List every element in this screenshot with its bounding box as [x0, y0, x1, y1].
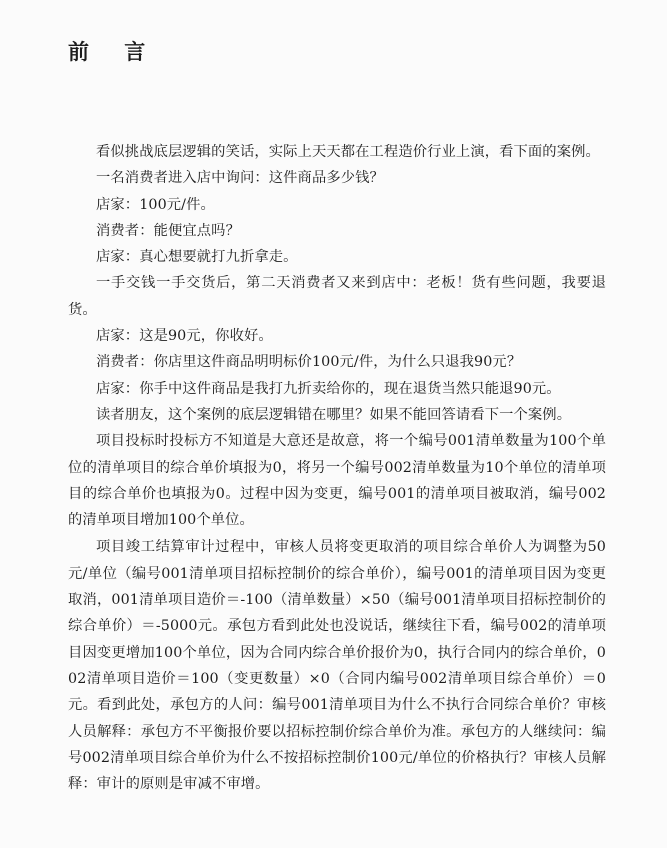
- page-title: 前 言: [68, 40, 160, 64]
- paragraph-case-bidding: 项目投标时投标方不知道是大意还是故意，将一个编号001清单数量为100个单位的清单项目的综合单价填报为0，将另一个编号002清单数量为10个单位的清单项目的综合单价也填报为0。过程中因为变更，编号001的清单项目被取消，编号002的清单项目增加100个单位。: [68, 433, 606, 529]
- paragraph-dialogue-4: 店家：真心想要就打九折拿走。: [96, 249, 298, 266]
- paragraph-question: 读者朋友，这个案例的底层逻辑错在哪里？如果不能回答请看下一个案例。: [96, 406, 572, 423]
- paragraph-intro: 看似挑战底层逻辑的笑话，实际上天天都在工程造价行业上演，看下面的案例。: [96, 144, 600, 160]
- paragraph-dialogue-2: 店家：100元/件。: [96, 196, 215, 213]
- paragraph-dialogue-8: 店家：你手中这件商品是我打九折卖给你的，现在退货当然只能退90元。: [96, 380, 561, 397]
- paragraph-dialogue-3: 消费者：能便宜点吗？: [96, 222, 240, 239]
- paragraph-dialogue-1: 一名消费者进入店中询问：这件商品多少钱？: [96, 170, 384, 187]
- paragraph-dialogue-7: 消费者：你店里这件商品明明标价100元/件，为什么只退我90元？: [96, 354, 522, 371]
- paragraph-dialogue-6: 店家：这是90元，你收好。: [96, 328, 273, 345]
- preface-body: [68, 139, 606, 797]
- paragraph-dialogue-5: 一手交钱一手交货后，第二天消费者又来到店中：老板！货有些问题，我要退货。: [68, 275, 606, 318]
- paragraph-case-audit: 项目竣工结算审计过程中，审核人员将变更取消的项目综合单价人为调整为50元/单位（编号001清单项目招标控制价的综合单价），编号001的清单项目因为变更取消，001清单项目造价＝-100（清单数量）×50（编号001清单项目招标控制价的综合单价）＝-5000元。承包方看到此处也没说话，继续往下看，编号002的清单项目因变更增加100个单位，因为合同内综合单价报价为0，执行合同内的综合单价，002清单项目造价＝100（变更数量）×0（合同内编号002清单项目综合单价）＝0元。看到此处，承包方的人问：编号001清单项目为什么不执行合同综合单价？审核人员解释：承包方不平衡报价要以招标控制价综合单价为准。承包方的人继续问：编号002清单项目综合单价为什么不按招标控制价100元/单位的价格执行？审核人员解释：审计的原则是审减不审增。: [68, 539, 606, 793]
